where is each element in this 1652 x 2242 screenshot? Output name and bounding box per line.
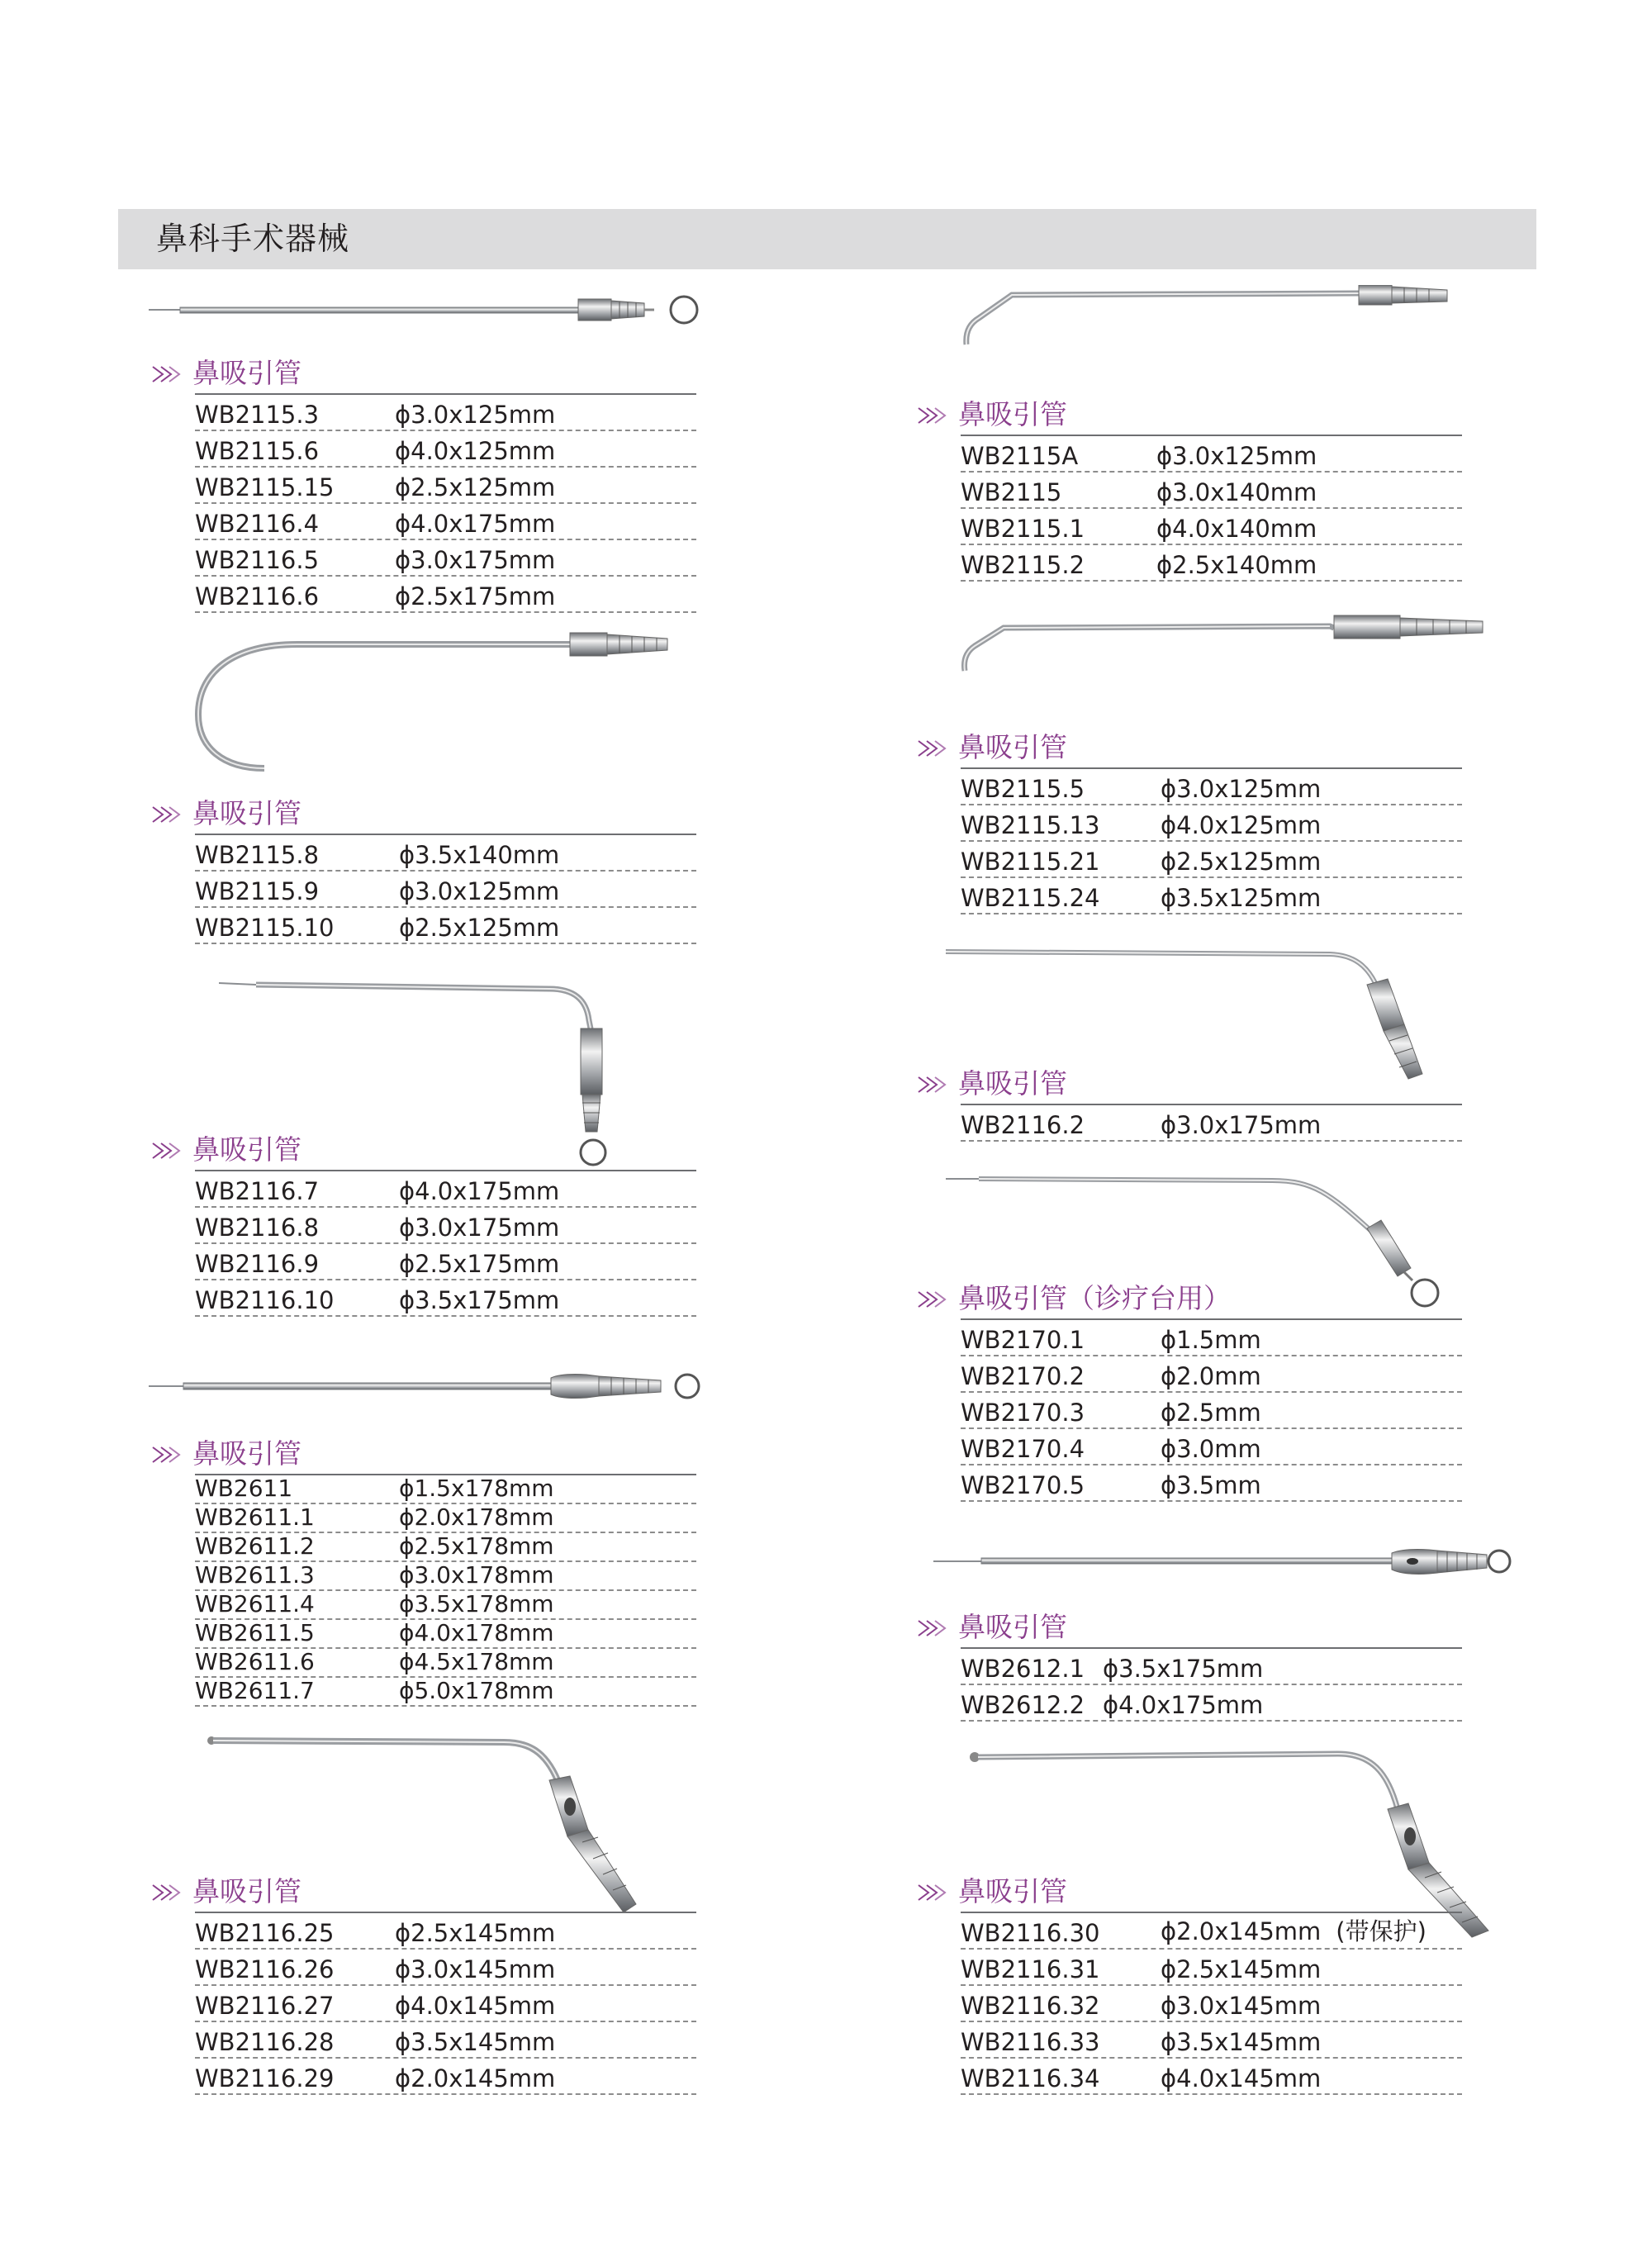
page-header-bar — [118, 209, 1536, 269]
spec-value: ϕ5.0x178mm — [399, 1677, 554, 1704]
spec-value: ϕ3.0x125mm — [395, 401, 556, 429]
spec-table — [961, 1318, 1462, 1502]
product-code: WB2170.3 — [961, 1399, 1085, 1427]
bent-tip-suction-tube-icon — [958, 285, 1454, 351]
table-row — [961, 473, 1462, 509]
table-row — [195, 1950, 696, 1986]
table-row — [961, 878, 1462, 914]
spec-value: ϕ3.0mm — [1161, 1435, 1261, 1463]
product-spec — [1156, 442, 1317, 470]
product-code: WB2116.26 — [195, 1955, 335, 1983]
product-code: WB2115.6 — [195, 437, 320, 465]
double-chevron-icon — [151, 1883, 186, 1902]
section-title: 鼻吸引管 — [958, 1875, 1067, 1907]
straight-suction-tube-cone-icon — [149, 1363, 710, 1413]
spec-value: ϕ3.0x145mm — [395, 1955, 556, 1983]
straight-suction-tube-window-icon — [933, 1545, 1512, 1582]
table-row — [961, 769, 1462, 805]
double-chevron-icon — [917, 406, 952, 425]
spec-value: ϕ3.5x125mm — [1161, 884, 1322, 912]
product-section — [917, 1874, 1462, 2095]
spec-value: ϕ3.0x175mm — [1161, 1111, 1322, 1139]
product-code: WB2116.27 — [195, 1992, 335, 2020]
product-spec — [399, 1286, 559, 1314]
product-code: WB2115.24 — [961, 884, 1100, 912]
product-code: WB2115 — [961, 478, 1062, 506]
table-row — [195, 908, 696, 944]
spec-note: (带保护) — [1336, 1917, 1427, 1945]
curved-hook-suction-tube-icon — [190, 624, 669, 781]
spec-value: ϕ3.0x178mm — [399, 1561, 554, 1589]
table-row — [961, 2022, 1462, 2059]
spec-value: ϕ4.0x145mm — [395, 1992, 556, 2020]
product-code: WB2115A — [961, 442, 1079, 470]
table-row — [961, 545, 1462, 582]
product-section — [151, 796, 696, 944]
product-code: WB2115.5 — [961, 775, 1085, 803]
spec-table — [961, 767, 1462, 914]
product-spec — [395, 401, 555, 429]
product-spec — [1161, 1435, 1261, 1463]
spec-value: ϕ2.5x145mm — [1161, 1955, 1322, 1983]
table-row — [195, 1208, 696, 1244]
product-code: WB2116.6 — [195, 582, 320, 610]
table-row — [195, 1504, 696, 1533]
spec-value: ϕ4.0x175mm — [399, 1177, 560, 1205]
product-code: WB2611 — [195, 1475, 293, 1502]
product-code: WB2116.9 — [195, 1250, 320, 1278]
spec-value: ϕ2.5x145mm — [395, 1919, 556, 1947]
product-spec — [395, 546, 555, 574]
spec-value: ϕ2.0x145mm — [395, 2064, 556, 2092]
spec-value: ϕ2.5x175mm — [395, 582, 556, 610]
table-row — [961, 1105, 1462, 1142]
spec-value: ϕ1.5mm — [1161, 1326, 1261, 1354]
product-spec — [1161, 1992, 1321, 2020]
product-spec — [395, 1992, 555, 2020]
table-row — [195, 1280, 696, 1317]
product-section — [151, 1436, 696, 1707]
spec-value: ϕ2.0x145mm — [1161, 1917, 1322, 1945]
table-row — [195, 468, 696, 504]
product-spec — [399, 1677, 554, 1704]
product-spec — [1156, 551, 1317, 579]
spec-value: ϕ3.5x175mm — [1103, 1655, 1264, 1683]
product-spec — [399, 1214, 559, 1242]
product-code: WB2170.5 — [961, 1471, 1085, 1499]
spec-table — [195, 1912, 696, 2095]
spec-value: ϕ3.0x140mm — [1156, 478, 1317, 506]
spec-value: ϕ4.5x178mm — [399, 1648, 554, 1675]
spec-value: ϕ2.5x125mm — [395, 473, 556, 501]
table-row — [195, 1475, 696, 1504]
product-section — [151, 1874, 696, 2095]
double-chevron-icon — [917, 739, 952, 758]
section-title: 鼻吸引管 — [958, 398, 1067, 430]
table-row — [195, 577, 696, 613]
product-code: WB2170.4 — [961, 1435, 1085, 1463]
product-code: WB2115.9 — [195, 877, 320, 905]
section-title: 鼻吸引管 — [958, 1611, 1067, 1643]
table-row — [195, 872, 696, 908]
product-section — [917, 1066, 1462, 1142]
product-code: WB2611.7 — [195, 1677, 315, 1704]
product-spec — [395, 1919, 555, 1947]
product-code: WB2115.2 — [961, 551, 1085, 579]
product-code: WB2116.10 — [195, 1286, 335, 1314]
spec-value: ϕ4.0x145mm — [1161, 2064, 1322, 2092]
product-spec — [1156, 515, 1317, 543]
spec-value: ϕ4.0x175mm — [1103, 1691, 1264, 1719]
spec-value: ϕ2.5x175mm — [399, 1250, 560, 1278]
table-row — [961, 1913, 1462, 1950]
product-code: WB2116.4 — [195, 510, 320, 538]
product-code: WB2116.34 — [961, 2064, 1100, 2092]
product-spec — [1161, 1955, 1321, 1983]
table-row — [195, 504, 696, 540]
section-header — [151, 1132, 696, 1168]
product-code: WB2116.33 — [961, 2028, 1100, 2056]
table-row — [195, 1649, 696, 1678]
section-title: 鼻吸引管 — [192, 1133, 301, 1166]
product-code: WB2611.4 — [195, 1590, 315, 1617]
spec-value: ϕ3.5x145mm — [395, 2028, 556, 2056]
spec-value: ϕ2.5x125mm — [1161, 848, 1322, 876]
section-header — [151, 355, 696, 392]
product-spec — [1161, 848, 1321, 876]
section-header — [917, 1280, 1462, 1317]
product-code: WB2611.2 — [195, 1532, 315, 1560]
spec-table — [195, 834, 696, 944]
section-title: 鼻吸引管（诊疗台用） — [958, 1282, 1231, 1314]
product-code: WB2116.32 — [961, 1992, 1100, 2020]
product-section — [917, 1280, 1462, 1502]
table-row — [961, 805, 1462, 842]
product-spec — [399, 1475, 554, 1502]
product-code: WB2612.1 — [961, 1655, 1085, 1683]
product-code: WB2611.3 — [195, 1561, 315, 1589]
double-chevron-icon — [917, 1619, 952, 1637]
product-code: WB2115.8 — [195, 841, 320, 869]
spec-value: ϕ3.0x175mm — [395, 546, 556, 574]
product-section — [151, 355, 696, 613]
spec-table — [961, 1647, 1462, 1722]
product-spec — [395, 473, 555, 501]
table-row — [195, 2059, 696, 2095]
table-row — [195, 1171, 696, 1208]
spec-value: ϕ3.0x145mm — [1161, 1992, 1322, 2020]
product-spec — [399, 1532, 554, 1560]
spec-table — [195, 1474, 696, 1707]
product-spec — [399, 1503, 554, 1531]
spec-value: ϕ3.5mm — [1161, 1471, 1261, 1499]
product-spec — [1161, 1913, 1427, 1947]
table-row — [195, 1244, 696, 1280]
straight-suction-tube-ring-icon — [149, 289, 710, 339]
double-chevron-icon — [151, 805, 186, 824]
section-title: 鼻吸引管 — [192, 357, 301, 389]
product-spec — [399, 841, 559, 869]
section-header — [151, 1436, 696, 1472]
spec-value: ϕ3.5x175mm — [399, 1286, 560, 1314]
product-code: WB2116.31 — [961, 1955, 1100, 1983]
section-title: 鼻吸引管 — [192, 1437, 301, 1470]
section-header — [151, 1874, 696, 1910]
double-chevron-icon — [917, 1076, 952, 1094]
product-code: WB2115.21 — [961, 848, 1100, 876]
product-code: WB2116.30 — [961, 1919, 1100, 1947]
table-row — [195, 1562, 696, 1591]
spec-value: ϕ4.0x175mm — [395, 510, 556, 538]
product-code: WB2116.25 — [195, 1919, 335, 1947]
table-row — [195, 1620, 696, 1649]
table-row — [195, 395, 696, 431]
product-code: WB2116.2 — [961, 1111, 1085, 1139]
product-spec — [395, 1955, 555, 1983]
spec-value: ϕ3.0x125mm — [1156, 442, 1317, 470]
table-row — [961, 1465, 1462, 1502]
bent-end-suction-tube-icon — [942, 942, 1437, 1086]
table-row — [195, 2022, 696, 2059]
section-title: 鼻吸引管 — [958, 1067, 1067, 1100]
product-spec — [1161, 1399, 1261, 1427]
product-spec — [1161, 2064, 1321, 2092]
table-row — [961, 842, 1462, 878]
table-row — [961, 1986, 1462, 2022]
spec-table — [961, 435, 1462, 582]
product-spec — [1161, 1111, 1321, 1139]
product-spec — [395, 582, 555, 610]
table-row — [195, 1986, 696, 2022]
product-section — [917, 397, 1462, 582]
section-header — [917, 1874, 1462, 1910]
table-row — [961, 509, 1462, 545]
table-row — [961, 1649, 1462, 1685]
table-row — [195, 1678, 696, 1707]
spec-value: ϕ2.0x178mm — [399, 1503, 554, 1531]
product-code: WB2116.28 — [195, 2028, 335, 2056]
table-row — [961, 2059, 1462, 2095]
spec-value: ϕ2.5mm — [1161, 1399, 1261, 1427]
table-row — [195, 1533, 696, 1562]
spec-table — [961, 1912, 1462, 2095]
double-chevron-icon — [151, 365, 186, 383]
table-row — [961, 1429, 1462, 1465]
product-section — [917, 1609, 1462, 1722]
product-spec — [399, 1648, 554, 1675]
product-code: WB2115.1 — [961, 515, 1085, 543]
product-section — [151, 1132, 696, 1317]
page-title: 鼻科手术器械 — [156, 221, 350, 257]
product-spec — [399, 1177, 559, 1205]
spec-value: ϕ3.0x175mm — [399, 1214, 560, 1242]
product-spec — [1161, 2028, 1321, 2056]
product-spec — [1161, 1471, 1261, 1499]
table-row — [195, 1591, 696, 1620]
spec-value: ϕ2.0mm — [1161, 1362, 1261, 1390]
product-code: WB2115.13 — [961, 811, 1100, 839]
section-header — [917, 1066, 1462, 1102]
product-code: WB2611.1 — [195, 1503, 315, 1531]
spec-value: ϕ4.0x125mm — [1161, 811, 1322, 839]
table-row — [195, 431, 696, 468]
double-chevron-icon — [917, 1883, 952, 1902]
product-code: WB2116.5 — [195, 546, 320, 574]
spec-table — [195, 1170, 696, 1317]
spec-value: ϕ4.0x125mm — [395, 437, 556, 465]
table-row — [195, 540, 696, 577]
spec-value: ϕ3.0x125mm — [1161, 775, 1322, 803]
product-code: WB2612.2 — [961, 1691, 1085, 1719]
product-spec — [399, 1561, 554, 1589]
product-spec — [1103, 1655, 1263, 1683]
section-header — [151, 796, 696, 832]
spec-value: ϕ2.5x125mm — [399, 914, 560, 942]
spec-value: ϕ1.5x178mm — [399, 1475, 554, 1502]
product-spec — [1161, 1326, 1261, 1354]
product-spec — [1156, 478, 1317, 506]
spec-value: ϕ2.5x178mm — [399, 1532, 554, 1560]
product-code: WB2116.29 — [195, 2064, 335, 2092]
table-row — [961, 436, 1462, 473]
table-row — [961, 1320, 1462, 1356]
product-code: WB2170.2 — [961, 1362, 1085, 1390]
spec-value: ϕ3.5x140mm — [399, 841, 560, 869]
product-spec — [1161, 1362, 1261, 1390]
section-title: 鼻吸引管 — [192, 1875, 301, 1907]
table-row — [961, 1950, 1462, 1986]
table-row — [195, 1913, 696, 1950]
product-code: WB2611.6 — [195, 1648, 315, 1675]
table-row — [961, 1356, 1462, 1393]
bent-tip-suction-tube-long-icon — [958, 611, 1487, 677]
product-spec — [395, 2028, 555, 2056]
product-code: WB2115.15 — [195, 473, 335, 501]
product-code: WB2116.7 — [195, 1177, 320, 1205]
product-spec — [399, 1619, 554, 1646]
section-header — [917, 1609, 1462, 1646]
product-section — [917, 729, 1462, 914]
product-spec — [1161, 811, 1321, 839]
product-code: WB2115.3 — [195, 401, 320, 429]
section-header — [917, 729, 1462, 766]
product-spec — [1161, 884, 1321, 912]
product-spec — [399, 914, 559, 942]
product-spec — [395, 2064, 555, 2092]
product-code: WB2116.8 — [195, 1214, 320, 1242]
double-chevron-icon — [151, 1446, 186, 1464]
spec-value: ϕ4.0x178mm — [399, 1619, 554, 1646]
spec-value: ϕ2.5x140mm — [1156, 551, 1317, 579]
product-spec — [395, 437, 555, 465]
product-spec — [399, 1250, 559, 1278]
spec-table — [961, 1104, 1462, 1142]
table-row — [961, 1685, 1462, 1722]
table-row — [195, 835, 696, 872]
product-spec — [395, 510, 555, 538]
section-title: 鼻吸引管 — [958, 731, 1067, 763]
product-code: WB2115.10 — [195, 914, 335, 942]
section-header — [917, 397, 1462, 433]
product-spec — [399, 877, 559, 905]
product-code: WB2170.1 — [961, 1326, 1085, 1354]
spec-value: ϕ3.0x125mm — [399, 877, 560, 905]
double-chevron-icon — [151, 1142, 186, 1160]
product-spec — [399, 1590, 554, 1617]
product-spec — [1161, 775, 1321, 803]
spec-value: ϕ4.0x140mm — [1156, 515, 1317, 543]
double-chevron-icon — [917, 1290, 952, 1309]
spec-value: ϕ3.5x178mm — [399, 1590, 554, 1617]
product-code: WB2611.5 — [195, 1619, 315, 1646]
product-spec — [1103, 1691, 1263, 1719]
spec-table — [195, 393, 696, 613]
table-row — [961, 1393, 1462, 1429]
section-title: 鼻吸引管 — [192, 797, 301, 829]
spec-value: ϕ3.5x145mm — [1161, 2028, 1322, 2056]
